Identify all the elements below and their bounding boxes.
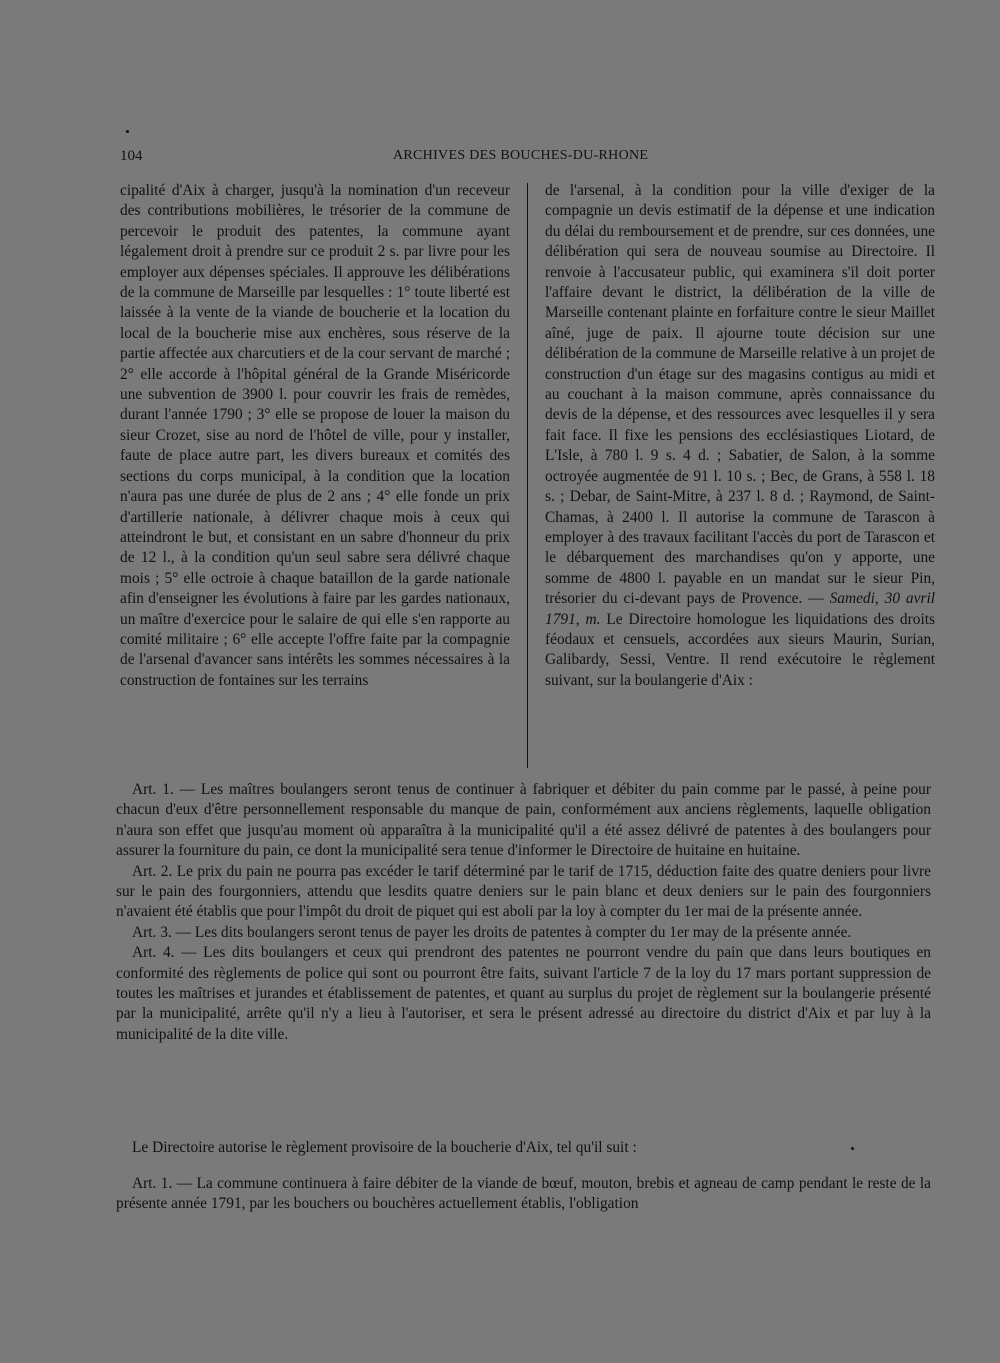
right-column-text-before-date: de l'arsenal, à la condition pour la ville d'exiger de la compagnie un devis estimatif de la dépense et une indication du délai du remboursement et de prendre, sur ces données, une délibération qui sera de nouveau soumise au Directoire. Il renvoie à l'accusateur public, qui examinera s'il doit porter l'affaire devant le district, la délibération de la ville de Marseille contenant plainte en forfaiture contre le sieur Maillet aîné, juge de paix. Il ajourne toute décision sur une délibération de la commune de Marseille relative à un projet de construction d'un étage sur des magasins contigus au midi et au couchant à la maison commune, après connaissance du devis de la dépense, et des ressources avec lesquelles il y sera fait face. Il fixe les pensions des ecclésiastiques Liotard, de L'Isle, à 780 l. 9 s. 4 d. ; Sabatier, de Salon, à la somme octroyée augmentée de 91 l. 10 s. ; Bec, de Grans, à 558 l. 18 s. ; Debar, de Saint-Mitre, à 237 l. 8 d. ; Raymond, de Saint-Chamas, à 2400 l. Il autorise la commune de Tarascon à employer à des travaux facilitant l'accès du port de Tarascon et le débarquement des marchandises qu'on y apporte, une somme de 4800 l. payable en un mandat sur le sieur Pin, trésorier du ci-devant pays de Provence. — [545,182,935,608]
left-column [120,181,510,691]
scan-speck [851,1147,854,1150]
running-title: ARCHIVES DES BOUCHES-DU-RHONE [393,148,649,163]
right-column-paragraph [545,181,935,691]
article-1: Art. 1. — Les maîtres boulangers seront tenus de continuer à fabriquer et débiter du pain comme par le passé, à peine pour chacun d'eux d'être personnellement responsable du manque de pain, conformément aux anciens règlements, laquelle obligation n'aura son effet que jusqu'au moment où apparaîtra à la municipalité qu'il a été assez délivré de patentes à des boulangers pour assurer la fourniture du pain, ce dont la municipalité sera tenue d'informer le Directoire de huitaine en huitaine. [116,781,931,860]
article-2: Art. 2. Le prix du pain ne pourra pas excéder le tarif déterminé par le tarif de 1715, déduction faite des quatre deniers pour livre sur le pain des fourgonniers, attendu que lesdits quatre deniers sur le pain blanc et deux deniers sur le pain des fourgonniers n'avaient été établis que pour l'impôt du droit de piquet qui est aboli par la loy à compter du 1er mai de la présente année. [116,862,931,921]
article-4: Art. 4. — Les dits boulangers et ceux qui prendront des patentes ne pourront vendre du pain que dans leurs boutiques en conformité des règlements de police qui sont ou pourront être faits, suivant l'article 7 de la loy du 17 mars portant suppression de toutes les maîtrises et jurandes et établissement de patentes, et quant au surplus du projet de règlement sur la boulangerie présenté par la municipalité, arrête qu'il n'y a lieu à l'autoriser, et sera le présent adressé au directoire du district d'Aix et par luy à la municipalité de la dite ville. [116,944,931,1043]
right-column-text-after-date: Le Directoire homologue les liquidations des droits féodaux et censuels, accordées aux sieurs Maurin, Surian, Galibardy, Sessi, Ventre. Il rend exécutoire le règlement suivant, sur la boulangerie d'Aix : [545,610,935,689]
left-column-text: cipalité d'Aix à charger, jusqu'à la nomination d'un receveur des contributions mobilières, le trésorier de la commune de percevoir le produit des patentes, la commune ayant légalement droit à prendre sur ce produit 2 s. par livre pour les employer aux dépenses spéciales. Il approuve les délibérations de la commune de Marseille par lesquelles : 1° toute liberté est laissée à la vente de la viande de boucherie et la location du local de la boucherie mise aux enchères, sous réserve de la partie affectée aux charcutiers et de la cour servant de marché ; 2° elle accorde à l'hôpital général de la Grande Miséricorde une subvention de 3900 l. pour couvrir les frais de remèdes, durant l'année 1790 ; 3° elle se propose de louer la maison du sieur Crozet, sise au nord de l'hôtel de ville, pour y installer, faute de place autre part, les divers bureaux et comités des sections du corps municipal, à la condition que la location n'aura pas une durée de plus de 2 ans ; 4° elle fonde un prix d'artillerie nationale, à délivrer chaque mois à ceux qui atteindront le but, et consistant en un sabre d'honneur du prix de 12 l., à la condition qu'un seul sabre sera délivré chaque mois ; 5° elle octroie à chaque bataillon de la garde nationale afin d'enseigner les évolutions à faire par les gardes nationaux, un maître d'exercice pour le salaire de qui elle s'en rapporte au comité militaire ; 6° elle accepte l'offre faite par la compagnie de l'arsenal d'avancer sans intérêts les sommes nécessaires à la construction de fontaines sur les terrains [120,182,510,689]
right-column [545,181,935,691]
boucherie-article-block [116,1174,931,1215]
session-date: Samedi, 30 avril 1791, m. [545,590,936,628]
boulangerie-articles [116,780,931,1045]
boucherie-article-1: Art. 1. — La commune continuera à faire débiter de la viande de bœuf, mouton, brebis et agneau de camp pendant le reste de la présente année 1791, par les bouchers ou bouchères actuellement établis, l'obligation [116,1175,931,1213]
scan-speck [126,130,129,133]
column-divider [527,183,528,768]
boucherie-intro: Le Directoire autorise le règlement provisoire de la boucherie d'Aix, tel qu'il suit : [132,1139,637,1156]
article-3: Art. 3. — Les dits boulangers seront tenus de payer les droits de patentes à compter du 1er may de la présente année. [132,923,852,941]
page-number: 104 [120,148,143,164]
boucherie-intro-block [116,1138,931,1158]
page-header [120,148,930,170]
